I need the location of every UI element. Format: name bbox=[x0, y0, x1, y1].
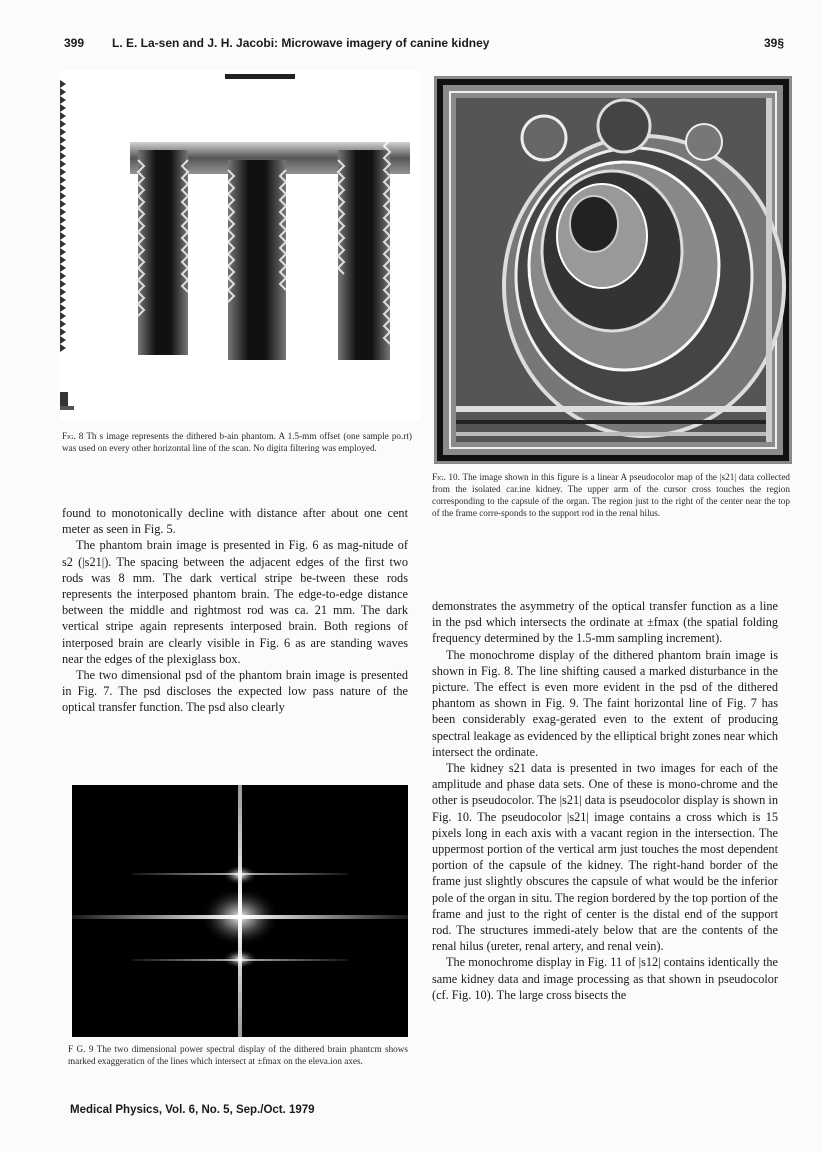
figure-8-label: Fig. 8 bbox=[62, 431, 84, 441]
page-number-left: 399 bbox=[64, 36, 85, 50]
figure-10-caption-text: The image shown in this figure is a linear A pseudocolor map of the |s21| data collected from the isolated car.ine kidney. The upper arm of the cursor cross touches the region corresponding to the capsule of the organ. The region just to the right of the center near the top of the frame corre-sponds to the support rod in the renal hilus. bbox=[432, 472, 790, 518]
paragraph: The monochrome display in Fig. 11 of |s12| contains identically the same kidney data and image processing as that shown in pseudocolor (cf. Fig. 10). The large cross bisects the bbox=[432, 955, 778, 1002]
figure-9-label: F G. 9 bbox=[68, 1044, 94, 1054]
paragraph: demonstrates the asymmetry of the optical transfer function as a line in the psd which intersects the ordinate at ±fmax (the spatial folding frequency determined by the 1.5-mm sampling increment). bbox=[432, 599, 778, 646]
left-column-body-text bbox=[62, 505, 408, 716]
paragraph: The monochrome display of the dithered phantom brain image is shown in Fig. 8. The line shifting caused a marked disturbance in the picture. The effect is even more evident in the psd of the dithered phantom as shown in Fig. 9. The faint horizontal line of Fig. 7 has been considerably exag-gerated even to the extent of producing spectral leakage as evidenced by the elliptical bright zones near which intersect the ordinate. bbox=[432, 647, 778, 759]
figure-8-dithered-phantom-image bbox=[60, 70, 420, 420]
figure-10-caption bbox=[432, 471, 790, 519]
figure-8-caption bbox=[62, 430, 412, 454]
page-number-right: 39§ bbox=[763, 36, 784, 50]
paragraph: The phantom brain image is presented in Fig. 6 as mag-nitude of s2 (|s21|). The spacing between the adjacent edges of the first two rods was 8 mm. The dark vertical stripe be-tween these rods represents the interposed phantom brain. The edge-to-edge distance between the middle and rightmost rod was ca. 21 mm. The dark vertical stripe again represents interposed brain. Both regions of interposed brain are clearly visible in Fig. 6 as are standing waves near the edges of the plexiglass box. bbox=[62, 538, 408, 666]
figure-10-label: Fig. 10. bbox=[432, 472, 460, 482]
paragraph: The kidney s21 data is presented in two images for each of the amplitude and phase data sets. One of these is mono-chrome and the other is pseudocolor. The |s21| data is pseudocolor display is shown in Fig. 10. The pseudocolor |s21| image contains a cross which is 15 pixels long in each axis with a vacant region in the intersection. The uppermost portion of the vertical arm just touches the most dependent portion of the capsule of the kidney. The right-hand border of the frame just slightly obscures the capsule of what would be the inferior pole of the organ in situ. The region bordered by the top portion of the frame and just to the right of center is the distal end of the support rod. The structures immedi-ately below that are the contents of the renal hilus (ureter, renal artery, and renal vein). bbox=[432, 761, 778, 954]
journal-footer: Medical Physics, Vol. 6, No. 5, Sep./Oct. 1979 bbox=[70, 1104, 315, 1116]
right-column-body-text bbox=[432, 598, 778, 1003]
running-title: L. E. La-sen and J. H. Jacobi: Microwave imagery of canine kidney bbox=[112, 36, 490, 50]
figure-8-caption-text: Th s image represents the dithered b-ain phantom. A 1.5-mm offset (one sample po.rt) was used on every other horizontal line of the scan. No digita filtering was employed. bbox=[62, 431, 412, 453]
figure-9-caption-text: The two dimensional power spectral display of the dithered brain phantcm shows marked exaggeraticn of the lines which intersect at ±fmax on the eleva.ion axes. bbox=[68, 1044, 408, 1066]
figure-10-kidney-s21-map bbox=[434, 76, 792, 464]
running-header bbox=[64, 36, 784, 54]
paragraph: found to monotonically decline with distance after about one cent meter as seen in Fig. 5. bbox=[62, 506, 408, 537]
paragraph: The two dimensional psd of the phantom brain image is presented in Fig. 7. The psd discloses the expected low pass nature of the optical transfer function. The psd also clearly bbox=[62, 668, 408, 715]
figure-9-power-spectral-display bbox=[72, 785, 408, 1037]
figure-9-caption bbox=[68, 1043, 408, 1067]
